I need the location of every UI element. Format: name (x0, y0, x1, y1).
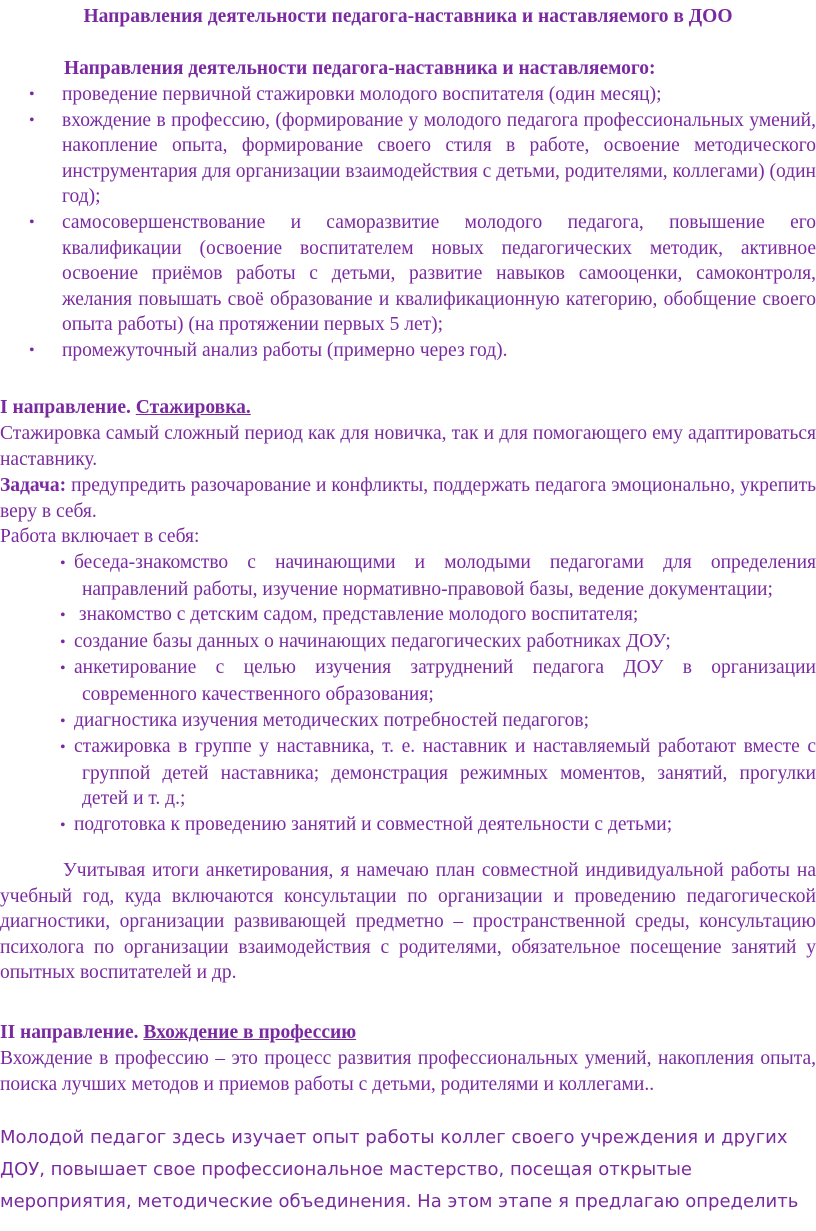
list-item: • создание базы данных о начинающих педагогических работниках ДОУ; (0, 629, 816, 656)
list-item: • анкетирование с целью изучения затруднений педагога ДОУ в организации современного качественного образования; (60, 657, 816, 705)
bullet-icon: • (60, 660, 66, 678)
task-label: Задача: (0, 475, 67, 496)
section-1-items-block (0, 550, 816, 839)
section-1-closing: Учитывая итоги анкетирования, я намечаю план совместной индивидуальной работы на учебный год, куда включаются консультации по организации и проведению педагогической диагностики, организации развивающей предметно – пространственной среды, консультацию психолога по организации взаимодействия с родителями, обязательное посещение занятий у опытных воспитателей и др. (0, 860, 816, 984)
list-item: • вхождение в профессию, (формирование у молодого педагога профессиональных умений, накопление опыта, формирование своего стиля в работе, освоение методического инструментария для организации взаимодействия с детьми, родителями, коллегами) (один год); (29, 109, 816, 208)
section-1-task: Задача: предупредить разочарование и конфликты, поддержать педагога эмоционально, укрепить веру в себя. (0, 475, 816, 522)
section-1-heading: I направление. Стажировка. (0, 397, 251, 418)
section-2-heading: II направление. Вхождение в профессию (0, 1022, 357, 1043)
list-item: • беседа-знакомство с начинающими и молодыми педагогами для определения направлений работы, изучение нормативно-правовой базы, ведение документации; (60, 552, 816, 600)
list-item: • проведение первичной стажировки молодого воспитателя (один месяц); (0, 82, 816, 108)
bullet-icon: • (29, 86, 35, 103)
section-2-paragraph: Молодой педагог здесь изучает опыт работы коллег своего учреждения и других ДОУ, повышает свое профессиональное мастерство, посещая открытые мероприятия, методические объединения. На этом этапе я предлагаю определить (0, 1127, 799, 1212)
bullet-icon: • (60, 633, 66, 651)
bullet-icon: • (29, 111, 35, 129)
list-item: • самосовершенствование и саморазвитие молодого педагога, повышение его квалификации (освоение воспитателем новых педагогических методик, активное освоение приёмов работы с детьми, развитие навыков самооценки, самоконтроля, желания повышать своё образование и квалификационную категорию, обобщение своего опыта работы) (на протяжении первых 5 лет); (29, 211, 816, 336)
bullet-icon: • (29, 213, 35, 231)
list-item: • стажировка в группе у наставника, т. е. наставник и наставляемый работают вместе с группой детей наставника; демонстрация режимных моментов, занятий, прогулки детей и т. д.; (60, 736, 816, 810)
directions-list-block (0, 82, 816, 364)
section-1-intro: Стажировка самый сложный период как для новичка, так и для помогающего ему адаптироваться наставнику. (0, 423, 816, 470)
directions-list (0, 82, 816, 364)
bullet-icon: • (60, 607, 66, 625)
bullet-icon: • (60, 712, 66, 730)
list-item: • промежуточный анализ работы (примерно через год). (0, 338, 816, 364)
list-item: • подготовка к проведению занятий и совместной деятельности с детьми; (0, 812, 816, 839)
bullet-icon: • (60, 555, 66, 572)
section-1-title: Стажировка. (135, 397, 251, 418)
list-item: • диагностика изучения методических потребностей педагогов; (0, 708, 816, 735)
directions-subtitle: Направления деятельности педагога-наставника и наставляемого: (64, 58, 656, 79)
bullet-icon: • (29, 341, 35, 359)
section-1-includes: Работа включает в себя: (0, 526, 200, 547)
document-title: Направления деятельности педагога-наставника и наставляемого в ДОО (83, 6, 733, 27)
section-2-intro: Вхождение в профессию – это процесс развития профессиональных умений, накопления опыта, поиска лучших методов и приемов работы с детьми, родителями и коллегами.. (0, 1048, 816, 1095)
section-1-items (0, 550, 816, 839)
bullet-icon: • (60, 816, 66, 834)
bullet-icon: • (60, 739, 66, 757)
section-2-title: Вхождение в профессию (143, 1022, 357, 1043)
list-item: • знакомство с детским садом, представление молодого воспитателя; (0, 602, 816, 629)
